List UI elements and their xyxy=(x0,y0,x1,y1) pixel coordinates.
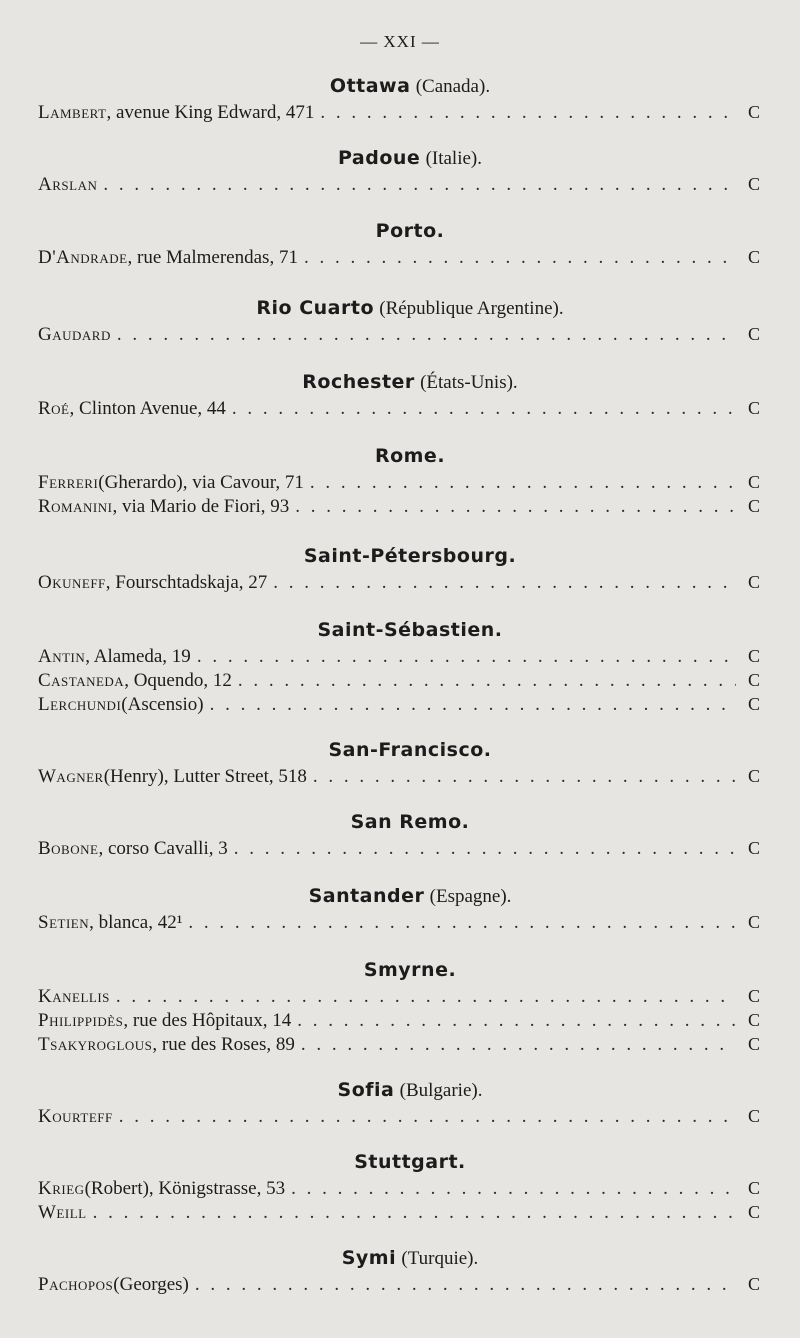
list-item xyxy=(38,1272,760,1296)
country-name: (Espagne). xyxy=(429,886,512,907)
entry-name: Ferreri xyxy=(38,472,99,493)
entry-code: C xyxy=(747,1202,760,1222)
section-rochester xyxy=(0,366,800,420)
entry-detail: , rue des Hôpitaux, 14 xyxy=(123,1010,292,1031)
city-heading xyxy=(20,806,800,836)
page-number: — XXI — xyxy=(360,32,440,51)
list-item xyxy=(38,172,760,196)
entry-code: C xyxy=(747,1034,760,1054)
city-name: Symi xyxy=(341,1247,397,1269)
city-heading xyxy=(20,366,800,396)
entry-code: C xyxy=(747,670,760,690)
entry-code: C xyxy=(747,496,760,516)
list-item xyxy=(38,1104,760,1128)
entry-code: C xyxy=(747,694,760,714)
entry-name: Tsakyroglous xyxy=(38,1034,153,1055)
list-item xyxy=(38,910,760,934)
list-item xyxy=(38,245,760,269)
entry-code: C xyxy=(747,912,760,932)
entry-code: C xyxy=(747,838,760,858)
list-item xyxy=(38,1032,760,1056)
list-item xyxy=(38,764,760,788)
entry-name: Castaneda xyxy=(38,670,125,691)
entry-code: C xyxy=(747,1178,760,1198)
dot-leader xyxy=(313,765,736,789)
city-heading xyxy=(20,734,800,764)
dot-leader xyxy=(301,1033,736,1057)
entry-detail: , corso Cavalli, 3 xyxy=(98,838,228,859)
entry-name: Antin xyxy=(38,646,86,667)
entry-detail: , avenue King Edward, 471 xyxy=(106,102,315,123)
entry-name: Kanellis xyxy=(38,986,110,1007)
dot-leader xyxy=(232,397,736,421)
city-heading xyxy=(20,215,800,245)
list-item xyxy=(38,836,760,860)
section-saint-petersbourg xyxy=(0,540,800,594)
country-name: (Turquie). xyxy=(401,1248,479,1269)
list-item xyxy=(38,1176,760,1200)
dot-leader xyxy=(119,1105,736,1129)
entry-name: Weill xyxy=(38,1202,87,1223)
city-name: Porto. xyxy=(375,220,445,242)
city-name: Rio Cuarto xyxy=(256,297,374,319)
entry-name: Gaudard xyxy=(38,324,111,345)
country-name: (République Argentine). xyxy=(379,298,564,319)
list-item xyxy=(38,984,760,1008)
list-item xyxy=(38,100,760,124)
dot-leader xyxy=(188,911,736,935)
entry-detail: , blanca, 42¹ xyxy=(89,912,183,933)
section-stuttgart xyxy=(0,1146,800,1224)
city-name: San Remo. xyxy=(350,811,470,833)
city-heading xyxy=(20,1242,800,1272)
entry-detail: (Gherardo), via Cavour, 71 xyxy=(98,472,304,493)
dot-leader xyxy=(197,645,736,669)
entry-code: C xyxy=(747,247,760,267)
entry-detail: (Georges) xyxy=(113,1274,189,1295)
city-heading xyxy=(20,1074,800,1104)
city-name: Saint-Pétersbourg. xyxy=(303,545,517,567)
dot-leader xyxy=(93,1201,736,1225)
city-name: Smyrne. xyxy=(363,959,457,981)
entry-detail: (Ascensio) xyxy=(121,694,204,715)
city-name: Rochester xyxy=(302,371,415,393)
country-name: (Canada). xyxy=(415,76,491,97)
entry-code: C xyxy=(747,986,760,1006)
list-item xyxy=(38,1008,760,1032)
city-heading xyxy=(20,70,800,100)
entry-name: Lambert xyxy=(38,102,107,123)
city-heading xyxy=(20,954,800,984)
list-item xyxy=(38,644,760,668)
entry-detail: , Alameda, 19 xyxy=(85,646,191,667)
section-symi xyxy=(0,1242,800,1296)
city-name: Saint-Sébastien. xyxy=(317,619,503,641)
dot-leader xyxy=(234,837,736,861)
section-san-francisco xyxy=(0,734,800,788)
entry-code: C xyxy=(747,472,760,492)
city-heading xyxy=(20,440,800,470)
city-heading xyxy=(20,292,800,322)
dot-leader xyxy=(195,1273,736,1297)
dot-leader xyxy=(273,571,736,595)
dot-leader xyxy=(295,495,736,519)
list-item xyxy=(38,470,760,494)
section-rome xyxy=(0,440,800,518)
entry-code: C xyxy=(747,1106,760,1126)
entry-name: Roé xyxy=(38,398,70,419)
entry-name: Okuneff xyxy=(38,572,106,593)
city-name: Padoue xyxy=(338,147,421,169)
dot-leader xyxy=(304,246,736,270)
dot-leader xyxy=(210,693,736,717)
list-item xyxy=(38,396,760,420)
entry-detail: , Oquendo, 12 xyxy=(124,670,232,691)
list-item xyxy=(38,322,760,346)
section-sofia xyxy=(0,1074,800,1128)
section-san-remo xyxy=(0,806,800,860)
city-name: San-Francisco. xyxy=(328,739,492,761)
entry-code: C xyxy=(747,572,760,592)
list-item xyxy=(38,570,760,594)
entry-name: Lerchundi xyxy=(38,694,122,715)
city-heading xyxy=(20,614,800,644)
entry-name: Arslan xyxy=(38,174,98,195)
entry-name: Setien xyxy=(38,912,90,933)
entry-code: C xyxy=(747,1010,760,1030)
entry-name: D'Andrade xyxy=(38,247,128,268)
city-name: Santander xyxy=(308,885,425,907)
city-heading xyxy=(20,1146,800,1176)
section-saint-sebastien xyxy=(0,614,800,716)
entry-code: C xyxy=(747,102,760,122)
entry-code: C xyxy=(747,646,760,666)
entry-code: C xyxy=(747,398,760,418)
entry-detail: (Robert), Königstrasse, 53 xyxy=(84,1178,286,1199)
entry-detail: (Henry), Lutter Street, 518 xyxy=(103,766,307,787)
entry-code: C xyxy=(747,1274,760,1294)
dot-leader xyxy=(297,1009,736,1033)
city-name: Ottawa xyxy=(329,75,411,97)
list-item xyxy=(38,692,760,716)
country-name: (États-Unis). xyxy=(420,372,518,393)
section-ottawa xyxy=(0,70,800,124)
dot-leader xyxy=(291,1177,736,1201)
dot-leader xyxy=(320,101,736,125)
entry-detail: , rue Malmerendas, 71 xyxy=(127,247,298,268)
entry-code: C xyxy=(747,324,760,344)
entry-name: Wagner xyxy=(38,766,104,787)
section-santander xyxy=(0,880,800,934)
city-name: Sofia xyxy=(337,1079,395,1101)
entry-code: C xyxy=(747,174,760,194)
entry-name: Kourteff xyxy=(38,1106,113,1127)
dot-leader xyxy=(116,985,736,1009)
dot-leader xyxy=(117,323,736,347)
entry-name: Pachopos xyxy=(38,1274,114,1295)
entry-name: Krieg xyxy=(38,1178,85,1199)
entry-name: Philippidès xyxy=(38,1010,124,1031)
country-name: (Bulgarie). xyxy=(399,1080,483,1101)
dot-leader xyxy=(310,471,736,495)
city-heading xyxy=(20,142,800,172)
section-smyrne xyxy=(0,954,800,1056)
section-padoue xyxy=(0,142,800,196)
city-heading xyxy=(20,540,800,570)
entry-detail: , via Mario de Fiori, 93 xyxy=(112,496,290,517)
entry-name: Romanini xyxy=(38,496,113,517)
list-item xyxy=(38,1200,760,1224)
list-item xyxy=(38,668,760,692)
section-porto xyxy=(0,215,800,269)
entry-code: C xyxy=(747,766,760,786)
country-name: (Italie). xyxy=(425,148,482,169)
entry-detail: , Fourschtadskaja, 27 xyxy=(105,572,268,593)
entry-detail: , rue des Roses, 89 xyxy=(152,1034,295,1055)
city-name: Rome. xyxy=(374,445,446,467)
entry-name: Bobone xyxy=(38,838,99,859)
city-heading xyxy=(20,880,800,910)
entry-detail: , Clinton Avenue, 44 xyxy=(69,398,226,419)
city-name: Stuttgart. xyxy=(354,1151,466,1173)
section-rio-cuarto xyxy=(0,292,800,346)
dot-leader xyxy=(238,669,736,693)
dot-leader xyxy=(103,173,736,197)
list-item xyxy=(38,494,760,518)
